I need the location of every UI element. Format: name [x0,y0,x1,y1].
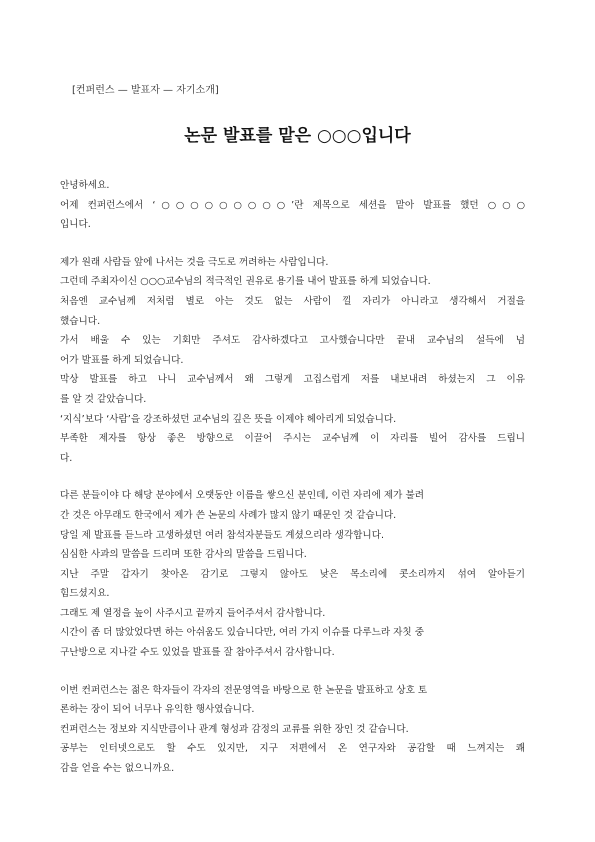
text-line: 감을 얻을 수는 없으니까요. [60,763,175,775]
text-line: 힘드셨지요. [60,588,110,600]
text-line: 어제 컨퍼런스에서 ‘○○○○○○○○○’란 제목으로 세션을 맡아 발표를 했던 ○○○ [60,199,525,211]
text-line: 구난방으로 지나갈 수도 있었을 발표를 잘 참아주셔서 감사합니다. [60,647,335,659]
text-line: 했습니다. [60,315,101,327]
text-line: 다. [60,452,73,464]
paragraph [60,253,525,469]
text-line: 제가 원래 사람들 앞에 나서는 것을 극도로 꺼려하는 사람입니다. [60,256,329,268]
text-line: 시간이 좀 더 많았었다면 하는 아쉬움도 있습니다만, 여러 가지 이슈를 다루느라 자칫 중 [60,627,425,639]
text-line: 다른 분들이야 다 해당 분야에서 오랫동안 이름을 쌓으신 분인데, 이런 자리에 제가 불려 [60,490,425,502]
document-title: 논문 발표를 맡은 ○○○입니다 [184,126,411,146]
text-line: 입니다. [60,219,91,231]
paragraph [60,176,525,235]
text-line: 당일 제 발표를 듣느라 고생하셨던 여러 참석자분들도 계셨으리라 생각합니다. [60,529,385,541]
text-line: ‘지식’보다 ‘사람’을 강조하셨던 교수님의 깊은 뜻을 이제야 헤아리게 되었습니다. [60,413,397,425]
text-line: 지난 주말 갑자기 찾아온 감기로 그렇지 않아도 낮은 목소리에 콧소리까지 섞여 알아듣기 [60,568,525,580]
text-line: 가서 배울 수 있는 기회만 주셔도 감사하겠다고 고사했습니다만 끝내 교수님의 설득에 넘 [60,335,525,347]
text-line: 처음엔 교수님께 저처럼 별로 아는 것도 없는 사람이 낄 자리가 아니라고 생각해서 거절을 [60,295,525,307]
text-line: 안녕하세요. [60,180,110,191]
text-line: 부족한 제자를 항상 좋은 방향으로 이끌어 주시는 교수님께 이 자리를 빌어 감사를 드립니 [60,433,525,445]
text-line: 그런데 주최자이신 ○○○교수님의 적극적인 권유로 용기를 내어 발표를 하게 되었습니다. [60,276,431,288]
paragraph [60,486,525,662]
text-line: 이번 컨퍼런스는 젊은 학자들이 각자의 전문영역을 바탕으로 한 논문을 발표하고 상호 토 [60,684,428,696]
text-line: 막상 발표를 하고 나니 교수님께서 왜 그렇게 고집스럽게 저를 내보내려 하셨는지 그 이유 [60,374,525,386]
paragraph [60,681,525,779]
text-line: 그래도 제 열정을 높이 사주시고 끝까지 들어주셔서 감사합니다. [60,607,326,619]
text-line: 어가 발표를 하게 되었습니다. [60,354,184,366]
text-line: 공부는 인터넷으로도 할 수도 있지만, 지구 저편에서 온 연구자와 공감할 때 느껴지는 쾌 [60,743,525,755]
text-line: 간 것은 아무래도 한국에서 제가 쓴 논문의 사례가 많지 않기 때문인 것 같습니다. [60,509,397,521]
document-category: [컨퍼런스 — 발표자 — 자기소개] [72,85,219,96]
document-body [60,176,525,797]
text-line: 론하는 장이 되어 너무나 유익한 행사였습니다. [60,704,255,716]
text-line: 심심한 사과의 말씀을 드리며 또한 감사의 말씀을 드립니다. [60,549,307,561]
text-line: 컨퍼런스는 정보와 지식만큼이나 관계 형성과 감정의 교류를 위한 장인 것 같습니다. [60,723,409,735]
text-line: 를 알 것 같았습니다. [60,393,147,405]
